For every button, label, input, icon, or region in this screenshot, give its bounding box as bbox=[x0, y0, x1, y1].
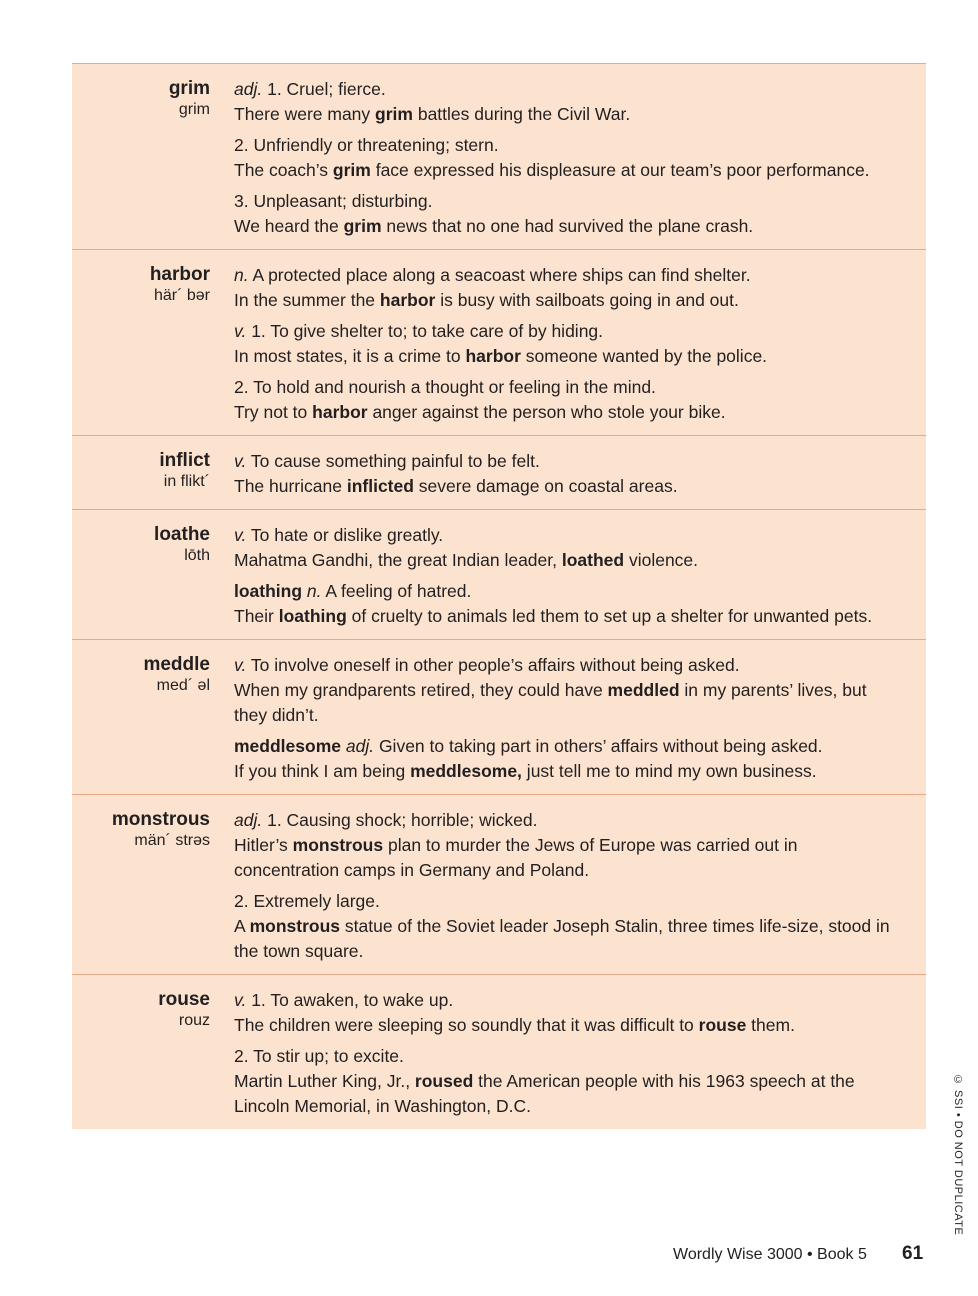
text-run: The children were sleeping so soundly that it was difficult to bbox=[234, 1015, 699, 1035]
bold-word: loathing bbox=[278, 606, 347, 626]
text-run: To hate or dislike greatly. bbox=[246, 525, 444, 545]
entry-term bbox=[72, 653, 210, 784]
sense bbox=[234, 653, 900, 728]
definition bbox=[234, 1044, 900, 1069]
bold-word: grim bbox=[375, 104, 413, 124]
definitions bbox=[234, 808, 900, 964]
bold-word: monstrous bbox=[292, 835, 384, 855]
text-run: Given to taking part in others’ affairs without being asked. bbox=[374, 736, 823, 756]
text-run: severe damage on coastal areas. bbox=[413, 476, 678, 496]
example-sentence bbox=[234, 678, 900, 728]
text-run: face expressed his displeasure at our team’s poor performance. bbox=[370, 160, 870, 180]
text-run: Hitler’s bbox=[234, 835, 293, 855]
text-run: statue of the Soviet leader Joseph Stalin, three times life-size, stood in the town square. bbox=[234, 916, 890, 961]
sense bbox=[234, 263, 900, 313]
text-run: Try not to bbox=[234, 402, 313, 422]
text-run: in my parents’ lives, but they didn’t. bbox=[234, 680, 867, 725]
part-of-speech: adj. bbox=[234, 79, 263, 99]
entry-grim bbox=[72, 63, 926, 249]
entry-term bbox=[72, 523, 210, 629]
definition bbox=[234, 889, 900, 914]
text-run: A bbox=[234, 916, 250, 936]
text-run: battles during the Civil War. bbox=[412, 104, 631, 124]
text-run: Martin Luther King, Jr., bbox=[234, 1071, 415, 1091]
copyright-note: © SSI • DO NOT DUPLICATE bbox=[952, 1074, 964, 1236]
text-run: 3. Unpleasant; disturbing. bbox=[234, 191, 433, 211]
text-run: There were many bbox=[234, 104, 376, 124]
text-run: 1. To awaken, to wake up. bbox=[246, 990, 454, 1010]
definition bbox=[234, 263, 900, 288]
example-sentence bbox=[234, 474, 900, 499]
definitions bbox=[234, 653, 900, 784]
sense bbox=[234, 808, 900, 883]
text-run: If you think I am being bbox=[234, 761, 411, 781]
text-run: We heard the bbox=[234, 216, 344, 236]
example-sentence bbox=[234, 833, 900, 883]
bold-word: harbor bbox=[312, 402, 368, 422]
example-sentence bbox=[234, 214, 900, 239]
text-run: the American people with his 1963 speech at the Lincoln Memorial, in Washington, D.C. bbox=[234, 1071, 855, 1116]
text-run: A feeling of hatred. bbox=[321, 581, 472, 601]
entry-term bbox=[72, 988, 210, 1119]
definition bbox=[234, 375, 900, 400]
sense bbox=[234, 1044, 900, 1119]
text-run: just tell me to mind my own business. bbox=[521, 761, 817, 781]
sense bbox=[234, 734, 900, 784]
pronunciation: här´ bər bbox=[153, 287, 210, 304]
sense bbox=[234, 77, 900, 127]
entry-term bbox=[72, 808, 210, 964]
sense bbox=[234, 375, 900, 425]
entry-rouse bbox=[72, 974, 926, 1129]
text-run: violence. bbox=[624, 550, 699, 570]
text-run: plan to murder the Jews of Europe was carried out in concentration camps in Germany and Poland. bbox=[234, 835, 798, 880]
headword: grim bbox=[168, 78, 210, 99]
part-of-speech: v. bbox=[234, 451, 247, 471]
page-number: 61 bbox=[902, 1243, 924, 1264]
sense bbox=[234, 889, 900, 964]
entry-term bbox=[72, 449, 210, 499]
definitions bbox=[234, 449, 900, 499]
text-run: someone wanted by the police. bbox=[520, 346, 768, 366]
bold-word: meddlesome bbox=[234, 736, 341, 756]
part-of-speech: n. bbox=[234, 265, 249, 285]
bold-word: grim bbox=[332, 160, 371, 180]
entry-harbor bbox=[72, 249, 926, 435]
text-run: of cruelty to animals led them to set up a shelter for unwanted pets. bbox=[346, 606, 873, 626]
bold-word: loathing bbox=[234, 581, 303, 601]
text-run: Their bbox=[234, 606, 279, 626]
definitions bbox=[234, 988, 900, 1119]
pronunciation: med´ əl bbox=[156, 677, 210, 694]
definition bbox=[234, 653, 900, 678]
text-run: 1. Causing shock; horrible; wicked. bbox=[262, 810, 538, 830]
text-run: The hurricane bbox=[234, 476, 347, 496]
part-of-speech: v. bbox=[234, 655, 247, 675]
headword: loathe bbox=[154, 524, 210, 545]
text-run: 2. Unfriendly or threatening; stern. bbox=[234, 135, 499, 155]
text-run: When my grandparents retired, they could have bbox=[234, 680, 608, 700]
text-run: 1. Cruel; fierce. bbox=[262, 79, 386, 99]
part-of-speech: v. bbox=[234, 321, 247, 341]
text-run: The coach’s bbox=[234, 160, 333, 180]
definition bbox=[234, 319, 900, 344]
pronunciation: rouz bbox=[178, 1012, 210, 1029]
example-sentence bbox=[234, 759, 900, 784]
definition bbox=[234, 988, 900, 1013]
text-run: news that no one had survived the plane crash. bbox=[381, 216, 754, 236]
text-run: is busy with sailboats going in and out. bbox=[435, 290, 739, 310]
entry-term bbox=[72, 77, 210, 239]
definition bbox=[234, 579, 900, 604]
definition bbox=[234, 523, 900, 548]
example-sentence bbox=[234, 548, 900, 573]
definition bbox=[234, 449, 900, 474]
bold-word: inflicted bbox=[346, 476, 414, 496]
bold-word: harbor bbox=[379, 290, 436, 310]
pronunciation: in flikt´ bbox=[163, 473, 210, 490]
sense bbox=[234, 523, 900, 573]
text-run: A protected place along a seacoast where ships can find shelter. bbox=[248, 265, 751, 285]
part-of-speech: v. bbox=[234, 525, 247, 545]
text-run: them. bbox=[746, 1015, 795, 1035]
text-run: 2. To stir up; to excite. bbox=[234, 1046, 404, 1066]
sense bbox=[234, 449, 900, 499]
sense bbox=[234, 133, 900, 183]
text-run: 2. To hold and nourish a thought or feeling in the mind. bbox=[234, 377, 656, 397]
definitions bbox=[234, 523, 900, 629]
example-sentence bbox=[234, 158, 900, 183]
example-sentence bbox=[234, 1069, 900, 1119]
part-of-speech: n. bbox=[306, 581, 322, 601]
example-sentence bbox=[234, 288, 900, 313]
definition bbox=[234, 734, 900, 759]
text-run: 2. Extremely large. bbox=[234, 891, 380, 911]
part-of-speech: v. bbox=[234, 990, 247, 1010]
definition bbox=[234, 189, 900, 214]
pronunciation: män´ strəs bbox=[134, 832, 210, 849]
headword: inflict bbox=[159, 450, 210, 471]
example-sentence bbox=[234, 400, 900, 425]
entry-loathe bbox=[72, 509, 926, 639]
headword: meddle bbox=[143, 654, 210, 675]
bold-word: loathed bbox=[561, 550, 625, 570]
text-run: To cause something painful to be felt. bbox=[246, 451, 540, 471]
definition bbox=[234, 808, 900, 833]
example-sentence bbox=[234, 604, 900, 629]
vocabulary-panel bbox=[72, 63, 926, 1129]
definition bbox=[234, 77, 900, 102]
definition bbox=[234, 133, 900, 158]
sense bbox=[234, 988, 900, 1038]
example-sentence bbox=[234, 914, 900, 964]
bold-word: roused bbox=[414, 1071, 474, 1091]
definitions bbox=[234, 77, 900, 239]
example-sentence bbox=[234, 102, 900, 127]
bold-word: meddled bbox=[607, 680, 680, 700]
bold-word: rouse bbox=[698, 1015, 747, 1035]
text-run: 1. To give shelter to; to take care of by hiding. bbox=[246, 321, 604, 341]
part-of-speech: adj. bbox=[345, 736, 375, 756]
text-run: In the summer the bbox=[234, 290, 380, 310]
text-run: To involve oneself in other people’s affairs without being asked. bbox=[246, 655, 740, 675]
pronunciation: lōth bbox=[184, 547, 210, 564]
text-run: In most states, it is a crime to bbox=[234, 346, 466, 366]
headword: monstrous bbox=[111, 809, 210, 830]
sense bbox=[234, 579, 900, 629]
bold-word: meddlesome, bbox=[410, 761, 522, 781]
headword: harbor bbox=[149, 264, 210, 285]
bold-word: harbor bbox=[465, 346, 521, 366]
entry-inflict bbox=[72, 435, 926, 509]
sense bbox=[234, 189, 900, 239]
part-of-speech: adj. bbox=[234, 810, 263, 830]
headword: rouse bbox=[158, 989, 210, 1010]
entry-meddle bbox=[72, 639, 926, 794]
text-run: Mahatma Gandhi, the great Indian leader, bbox=[234, 550, 562, 570]
example-sentence bbox=[234, 344, 900, 369]
book-title: Wordly Wise 3000 • Book 5 bbox=[673, 1246, 867, 1263]
bold-word: grim bbox=[343, 216, 382, 236]
sense bbox=[234, 319, 900, 369]
entry-term bbox=[72, 263, 210, 425]
entry-monstrous bbox=[72, 794, 926, 974]
example-sentence bbox=[234, 1013, 900, 1038]
definitions bbox=[234, 263, 900, 425]
text-run: anger against the person who stole your bike. bbox=[367, 402, 726, 422]
pronunciation: grim bbox=[178, 101, 210, 118]
bold-word: monstrous bbox=[249, 916, 341, 936]
